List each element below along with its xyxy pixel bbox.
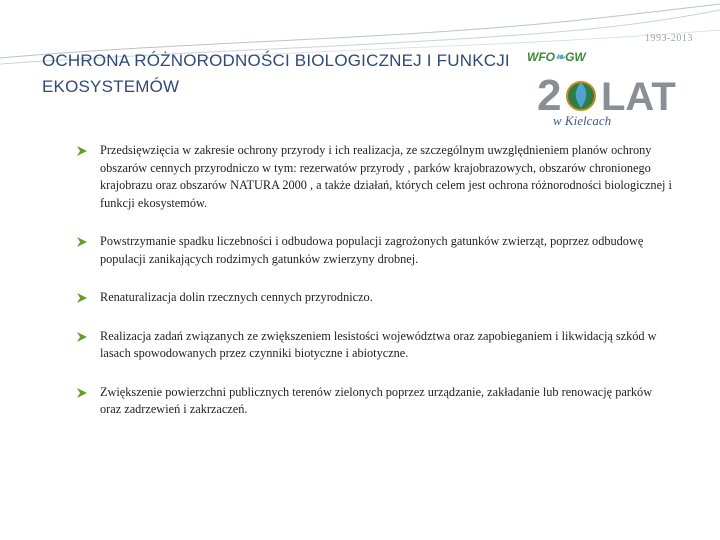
logo-org-name [527,50,586,64]
list-item [76,142,676,212]
logo-years: 1993-2013 [645,33,693,44]
slide-title-line-1: OCHRONA RÓŻNORODNOŚCI BIOLOGICZNEJ I FUNKCJI [42,51,510,70]
globe-drop-icon [567,82,595,110]
bullet-text: Zwiększenie powierzchni publicznych terenów zielonych poprzez urządzanie, zakładanie lub renowację parków oraz zadrzewień i zakrzaczeń. [100,384,653,416]
list-item [76,289,676,307]
logo-big-word: LAT [601,75,676,119]
logo-leaf-icon: ❧ [555,50,566,64]
arrow-bullet-icon [76,145,88,157]
bullet-text: Renaturalizacja dolin rzecznych cennych przyrodniczo. [100,290,373,304]
slide-title-line-2: EKOSYSTEMÓW [42,77,180,96]
list-item [76,384,676,419]
arrow-bullet-icon [76,331,88,343]
arrow-bullet-icon [76,387,88,399]
logo-city: w Kielcach [553,113,612,128]
slide-title [42,48,562,100]
bullet-text: Realizacja zadań związanych ze zwiększeniem lesistości województwa oraz zapobieganiem i likwidacją szkód w lasach spowodowanych przez czynniki biotyczne i abiotyczne. [100,328,657,360]
arrow-bullet-icon [76,292,88,304]
list-item [76,328,676,363]
logo-org-part-2: GW [565,50,586,64]
logo-org-part-1: WFO [527,50,555,64]
bullet-text: Przedsięwzięcia w zakresie ochrony przyrody i ich realizacja, ze szczególnym uwzględnieniem planów ochrony obszarów cennych przyrodniczo w tym: rezerwatów przyrody , parków krajobrazowych, obszarów chronionego krajobrazu oraz obszarów NATURA 2000 , a także działań, których celem jest ochrona różnorodności biologicznej i funkcji ekosystemów. [100,143,672,210]
list-item [76,233,676,268]
logo-big-digit: 2 [537,71,562,120]
wfosgw-logo [515,30,705,135]
bullet-list [76,142,676,419]
arrow-bullet-icon [76,236,88,248]
bullet-text: Powstrzymanie spadku liczebności i odbudowa populacji zagrożonych gatunków zwierząt, poprzez odbudowę populacji zanikających rodzimych gatunków zwierzyny drobnej. [100,234,644,266]
